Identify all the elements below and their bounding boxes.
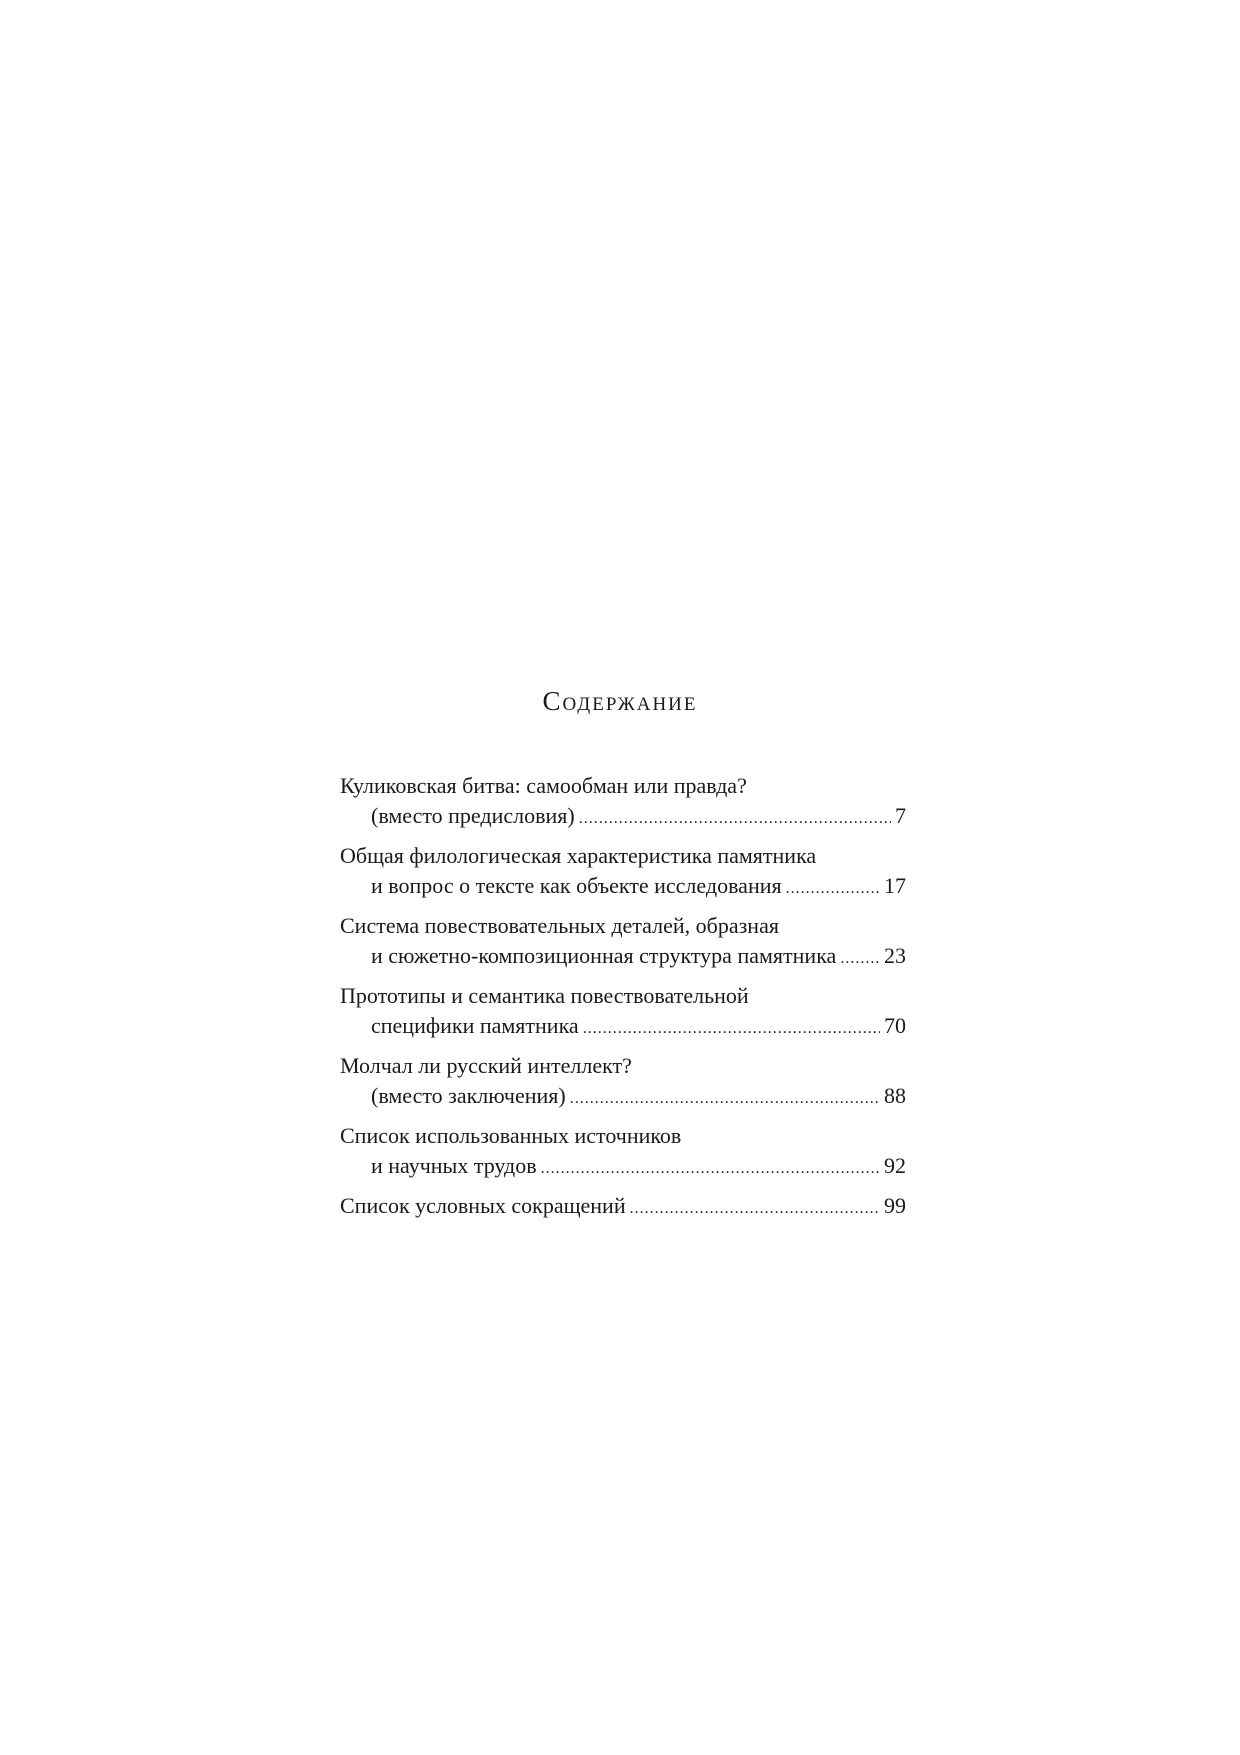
toc-page-number: 7 xyxy=(895,803,906,828)
toc-entry xyxy=(340,1121,906,1181)
toc-entry-title-continued: и научных трудов xyxy=(371,1153,537,1178)
toc-entry xyxy=(340,1051,906,1111)
toc-page-number: 17 xyxy=(884,873,906,898)
dot-leader xyxy=(630,1194,880,1224)
toc-entry xyxy=(340,1191,906,1221)
toc-entry xyxy=(340,771,906,831)
toc-entry-title: Общая филологическая характеристика памятника xyxy=(340,843,817,868)
toc-entry-title-continued: и сюжетно-композиционная структура памятника xyxy=(371,943,837,968)
toc-page-number: 70 xyxy=(884,1013,906,1038)
toc-entry xyxy=(340,841,906,901)
dot-leader xyxy=(840,944,880,974)
toc-entry-title: Куликовская битва: самообман или правда? xyxy=(340,773,747,798)
toc-entry xyxy=(340,981,906,1041)
toc-entry-title: Молчал ли русский интеллект? xyxy=(340,1053,632,1078)
toc-entry-title: Прототипы и семантика повествовательной xyxy=(340,983,749,1008)
toc-heading: Содержание xyxy=(542,686,698,716)
toc-entry-title-continued: (вместо предисловия) xyxy=(371,803,575,828)
toc-page-number: 88 xyxy=(884,1083,906,1108)
table-of-contents xyxy=(340,771,906,1231)
dot-leader xyxy=(570,1084,880,1114)
toc-entry-title-continued: и вопрос о тексте как объекте исследования xyxy=(371,873,782,898)
toc-entry xyxy=(340,911,906,971)
toc-page-number: 23 xyxy=(884,943,906,968)
toc-entry-title: Список условных сокращений xyxy=(340,1193,626,1218)
toc-page-number: 92 xyxy=(884,1153,906,1178)
dot-leader xyxy=(583,1014,880,1044)
toc-entry-title: Список использованных источников xyxy=(340,1123,682,1148)
dot-leader xyxy=(786,874,880,904)
dot-leader xyxy=(541,1154,880,1184)
toc-page-number: 99 xyxy=(884,1193,906,1218)
toc-entry-title-continued: специфики памятника xyxy=(371,1013,579,1038)
toc-entry-title-continued: (вместо заключения) xyxy=(371,1083,566,1108)
toc-entry-title: Система повествовательных деталей, образная xyxy=(340,913,779,938)
dot-leader xyxy=(579,804,891,834)
